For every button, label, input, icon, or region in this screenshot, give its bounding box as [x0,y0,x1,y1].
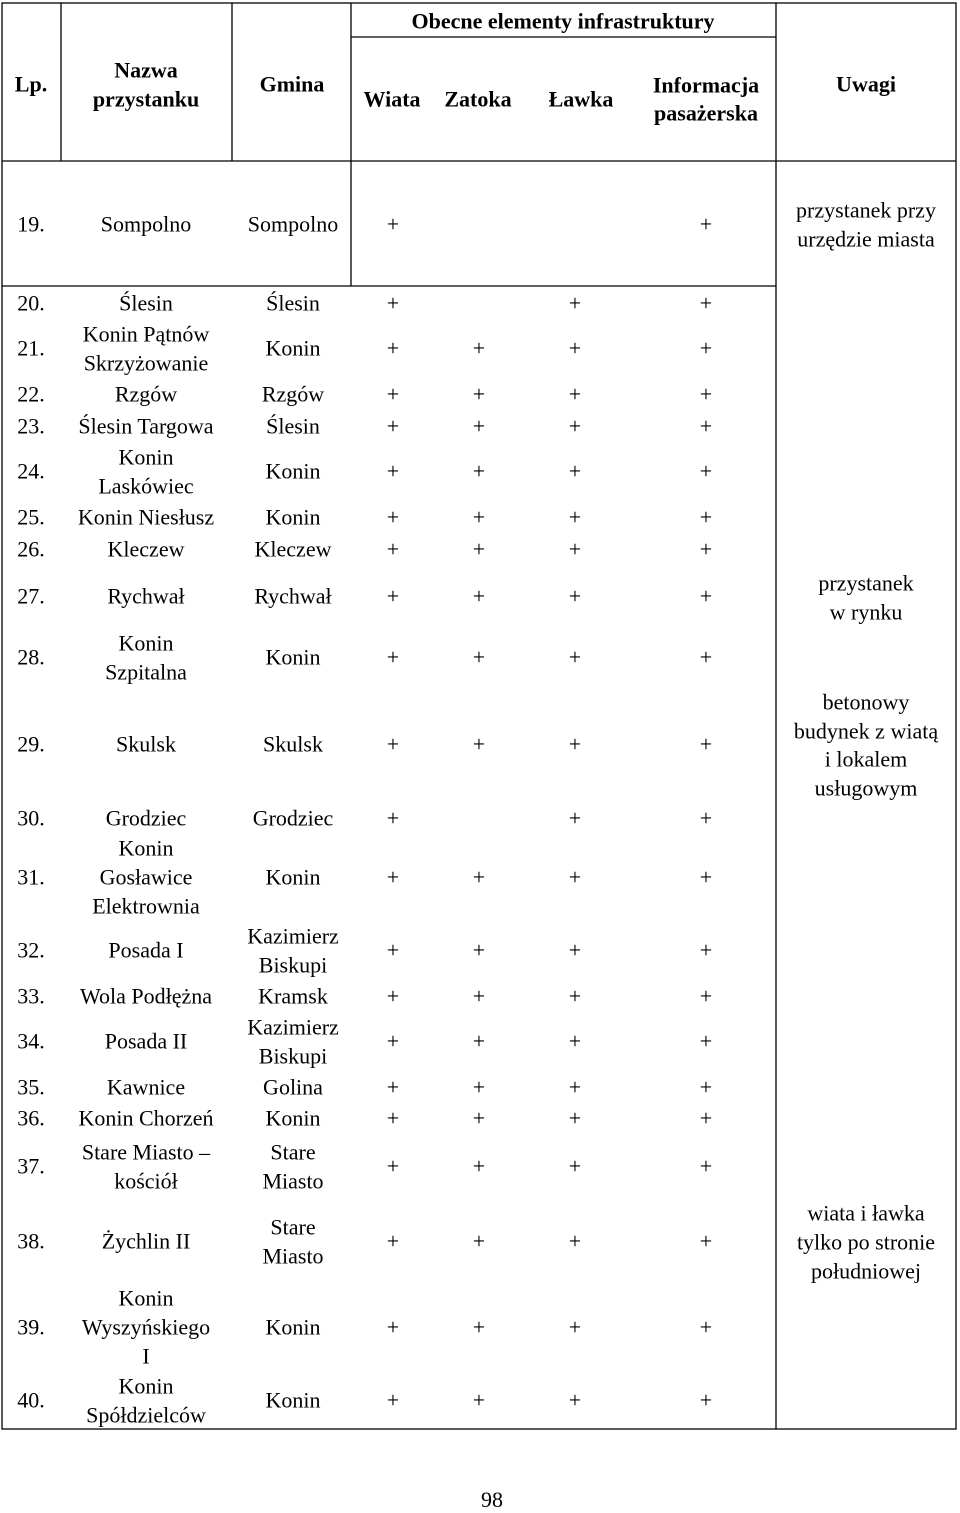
wiata-mark: + [386,1105,400,1131]
gmina-name: Ślesin [266,413,320,439]
stop-name: Gosławice [99,864,193,890]
row-number: 35. [17,1074,45,1100]
info-mark: + [699,381,713,407]
lawka-mark: + [568,937,582,963]
stop-name: Konin Pątnów [82,321,210,346]
zatoka-mark: + [472,504,486,530]
stop-name: Rychwał [107,583,185,609]
header-name-line2: przystanku [92,86,200,112]
lawka-mark: + [568,504,582,530]
gmina-name: Kramsk [258,983,328,1009]
wiata-mark: + [386,1314,400,1340]
lawka-mark: + [568,1153,582,1179]
zatoka-mark: + [472,413,486,439]
lawka-mark: + [568,583,582,609]
lawka-mark: + [568,983,582,1009]
stop-name: Konin [118,630,174,655]
stop-name: Kawnice [106,1074,186,1100]
gmina-name: Konin [265,1314,321,1340]
stop-name: Skrzyżowanie [83,350,209,375]
stop-name: Skulsk [116,731,176,757]
zatoka-mark: + [472,644,486,670]
info-mark: + [699,1153,713,1179]
lawka-mark: + [568,1105,582,1131]
zatoka-mark: + [472,536,486,562]
wiata-mark: + [386,937,400,963]
info-mark: + [699,1228,713,1254]
gmina-name: Ślesin [266,290,320,316]
row-number: 40. [17,1387,45,1413]
row-number: 31. [17,864,45,890]
zatoka-mark: + [472,381,486,407]
zatoka-mark: + [472,335,486,361]
zatoka-mark: + [472,583,486,609]
lawka-mark: + [568,458,582,484]
wiata-mark: + [386,583,400,609]
remark-line: południowej [811,1258,921,1284]
lawka-mark: + [568,1028,582,1054]
lawka-mark: + [568,381,582,407]
row-number: 28. [17,644,45,670]
stop-name: Konin [118,444,174,469]
zatoka-mark: + [472,1153,486,1179]
info-mark: + [699,335,713,361]
gmina-name: Rzgów [261,381,325,407]
header-lawka: Ławka [548,86,614,112]
gmina-name: Konin [265,458,321,484]
header-lp: Lp. [14,71,48,97]
info-mark: + [699,583,713,609]
wiata-mark: + [386,1387,400,1413]
remark-line: tylko po stronie [796,1229,936,1255]
stop-name: kościół [114,1168,178,1193]
stop-name: I [142,1343,150,1369]
zatoka-mark: + [472,1314,486,1340]
remark-line: i lokalem [824,746,908,772]
gmina-name: Kleczew [254,536,332,562]
remark-line: budynek z wiatą [793,718,939,744]
stop-name: Szpitalna [105,659,187,684]
gmina-name: Rychwał [254,583,332,609]
stop-name: Żychlin II [101,1228,191,1254]
gmina-name: Konin [265,1105,321,1131]
row-number: 27. [17,583,45,609]
wiata-mark: + [386,1074,400,1100]
stop-name: Konin [118,1285,174,1311]
row-number: 23. [17,413,45,439]
stop-name: Elektrownia [92,893,200,919]
row-number: 19. [17,211,45,237]
header-uwagi: Uwagi [836,71,896,97]
header-zatoka: Zatoka [444,86,512,112]
wiata-mark: + [386,413,400,439]
lawka-mark: + [568,1074,582,1100]
info-mark: + [699,1074,713,1100]
gmina-name: Biskupi [258,952,328,977]
header-info-line1: Informacja [652,72,760,98]
row-number: 24. [17,458,45,484]
stop-name: Kleczew [107,536,185,562]
row-number: 39. [17,1314,45,1340]
header-infrastructure-group: Obecne elementy infrastruktury [411,8,715,34]
info-mark: + [699,536,713,562]
stop-name: Stare Miasto – [81,1139,211,1164]
lawka-mark: + [568,805,582,831]
stop-name: Posada II [104,1028,188,1054]
gmina-name: Konin [265,335,321,361]
lawka-mark: + [568,1387,582,1413]
row-number: 30. [17,805,45,831]
wiata-mark: + [386,536,400,562]
stop-name: Sompolno [100,211,192,237]
stop-name: Ślesin [119,290,173,316]
zatoka-mark: + [472,937,486,963]
remark-line: urzędzie miasta [797,226,935,252]
remark-line: wiata i ławka [807,1200,925,1226]
remark-line: usługowym [814,775,918,801]
page-number: 98 [481,1487,503,1512]
row-number: 32. [17,937,45,963]
gmina-name: Stare [270,1214,316,1239]
wiata-mark: + [386,458,400,484]
stop-name: Wola Podłężna [79,983,213,1009]
lawka-mark: + [568,644,582,670]
gmina-name: Konin [265,504,321,530]
remark-line: przystanek przy [796,197,936,223]
info-mark: + [699,1105,713,1131]
zatoka-mark: + [472,1105,486,1131]
row-number: 38. [17,1228,45,1254]
stop-name: Spółdzielców [86,1402,206,1427]
stop-name: Laskówiec [98,473,194,498]
zatoka-mark: + [472,864,486,890]
info-mark: + [699,731,713,757]
lawka-mark: + [568,1314,582,1340]
row-number: 33. [17,983,45,1009]
wiata-mark: + [386,211,400,237]
gmina-name: Skulsk [263,731,323,757]
info-mark: + [699,864,713,890]
stop-name: Wyszyńskiego [81,1314,211,1340]
wiata-mark: + [386,644,400,670]
stop-name: Konin Niesłusz [77,504,215,530]
row-number: 25. [17,504,45,530]
zatoka-mark: + [472,458,486,484]
wiata-mark: + [386,504,400,530]
info-mark: + [699,1387,713,1413]
info-mark: + [699,1028,713,1054]
wiata-mark: + [386,290,400,316]
zatoka-mark: + [472,983,486,1009]
wiata-mark: + [386,335,400,361]
info-mark: + [699,290,713,316]
gmina-name: Kazimierz [247,1014,339,1039]
remark-line: przystanek [818,570,914,596]
wiata-mark: + [386,731,400,757]
info-mark: + [699,937,713,963]
gmina-name: Biskupi [258,1043,328,1068]
zatoka-mark: + [472,1028,486,1054]
stop-name: Konin [118,835,174,861]
gmina-name: Konin [265,1387,321,1413]
lawka-mark: + [568,335,582,361]
row-number: 29. [17,731,45,757]
gmina-name: Konin [265,864,321,890]
info-mark: + [699,983,713,1009]
header-info-line2: pasażerska [654,100,758,126]
header-gmina: Gmina [259,71,325,97]
stop-name: Rzgów [114,381,178,407]
lawka-mark: + [568,413,582,439]
stop-name: Konin Chorzeń [78,1105,214,1131]
wiata-mark: + [386,1028,400,1054]
zatoka-mark: + [472,731,486,757]
remark-line: betonowy [822,689,910,715]
info-mark: + [699,413,713,439]
stop-name: Konin [118,1373,174,1398]
gmina-name: Golina [263,1074,323,1100]
gmina-name: Sompolno [247,211,339,237]
row-number: 21. [17,335,45,361]
info-mark: + [699,1314,713,1340]
lawka-mark: + [568,864,582,890]
wiata-mark: + [386,864,400,890]
gmina-name: Miasto [262,1168,324,1193]
stop-name: Ślesin Targowa [78,413,214,439]
row-number: 22. [17,381,45,407]
row-number: 37. [17,1153,45,1179]
zatoka-mark: + [472,1387,486,1413]
zatoka-mark: + [472,1228,486,1254]
remark-line: w rynku [829,599,903,625]
stop-name: Posada I [108,937,184,963]
info-mark: + [699,211,713,237]
info-mark: + [699,805,713,831]
row-number: 20. [17,290,45,316]
header-wiata: Wiata [363,86,421,112]
wiata-mark: + [386,1153,400,1179]
gmina-name: Stare [270,1139,316,1164]
row-number: 26. [17,536,45,562]
lawka-mark: + [568,290,582,316]
gmina-name: Konin [265,644,321,670]
gmina-name: Miasto [262,1243,324,1268]
lawka-mark: + [568,1228,582,1254]
wiata-mark: + [386,983,400,1009]
info-mark: + [699,644,713,670]
lawka-mark: + [568,731,582,757]
wiata-mark: + [386,1228,400,1254]
wiata-mark: + [386,805,400,831]
wiata-mark: + [386,381,400,407]
header-name-line1: Nazwa [114,57,178,83]
stop-name: Grodziec [105,805,187,831]
gmina-name: Kazimierz [247,923,339,948]
info-mark: + [699,458,713,484]
row-number: 34. [17,1028,45,1054]
info-mark: + [699,504,713,530]
lawka-mark: + [568,536,582,562]
gmina-name: Grodziec [252,805,334,831]
row-number: 36. [17,1105,45,1131]
zatoka-mark: + [472,1074,486,1100]
